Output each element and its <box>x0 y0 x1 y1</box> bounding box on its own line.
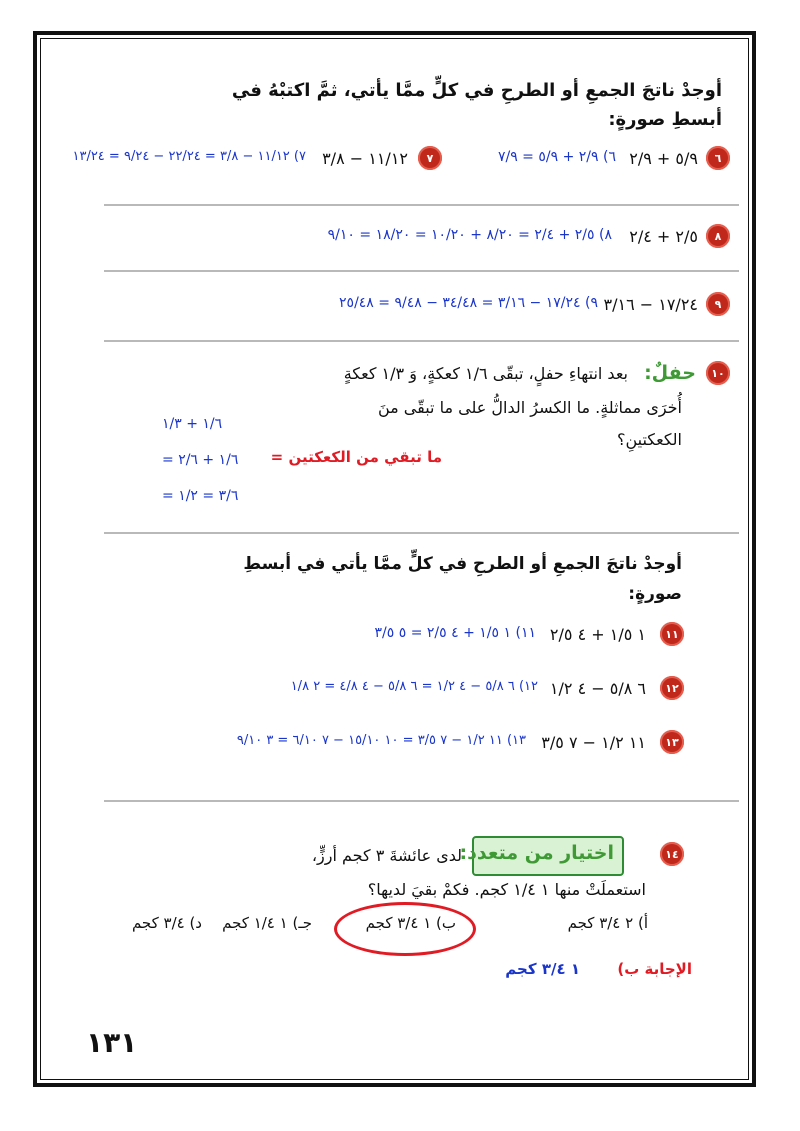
problem-10-badge: ١٠ <box>706 361 730 385</box>
divider <box>104 340 739 342</box>
problem-11-question: ١ ١/٥ + ٤ ٢/٥ <box>549 625 646 644</box>
choice-d[interactable]: د) ٣/٤ كجم <box>131 914 202 932</box>
instruction-2-line-2: صورةٍ: <box>628 584 682 604</box>
divider <box>104 532 739 534</box>
problem-14-line-2: استعملَتْ منها ١ ١/٤ كجم. فكمْ بقيَ لديها؟ <box>367 880 646 899</box>
instruction-1-line-2: أبسطِ صورةٍ: <box>608 109 722 130</box>
problem-10-work-3: = ٣/٦ = ١/٢ <box>162 488 239 504</box>
problem-9-question: ١٧/٢٤ − ٣/١٦ <box>603 295 698 314</box>
problem-6-badge: ٦ <box>706 146 730 170</box>
problem-14-badge: ١٤ <box>660 842 684 866</box>
problem-10-work-2: = ١/٦ + ٢/٦ <box>162 452 239 468</box>
problem-8-answer: ٨) ٢/٥ + ٢/٤ = ٨/٢٠ + ١٠/٢٠ = ١٨/٢٠ = ٩/١٠ <box>327 227 612 243</box>
problem-9-badge: ٩ <box>706 292 730 316</box>
choice-a[interactable]: أ) ٢ ٣/٤ كجم <box>567 914 648 932</box>
problem-7-badge: ٧ <box>418 146 442 170</box>
problem-6-answer: ٦) ٢/٩ + ٥/٩ = ٧/٩ <box>497 149 616 165</box>
problem-10-answer-label: ما تبقي من الكعكتين = <box>270 448 442 466</box>
divider <box>104 270 739 272</box>
problem-10-work-1: ١/٦ + ١/٣ <box>162 416 223 432</box>
divider <box>104 800 739 802</box>
problem-13-question: ١١ ١/٢ − ٧ ٣/٥ <box>541 733 646 752</box>
problem-14-answer-value: ١ ٣/٤ كجم <box>505 960 580 978</box>
choice-b[interactable]: ب) ١ ٣/٤ كجم <box>365 914 456 932</box>
instruction-2-line-1: أوجدْ ناتجَ الجمعِ أو الطرحِ في كلٍّ ممَّا يأتي في أبسطِ <box>243 554 682 574</box>
instruction-1-line-1: أوجدْ ناتجَ الجمعِ أو الطرحِ في كلٍّ ممَّا يأتي، ثمَّ اكتبْهُ في <box>231 80 722 101</box>
problem-7-question: ١١/١٢ − ٣/٨ <box>322 149 408 168</box>
problem-6-question: ٥/٩ + ٢/٩ <box>629 149 698 168</box>
problem-8-question: ٢/٥ + ٢/٤ <box>629 227 698 246</box>
problem-9-answer: ٩) ١٧/٢٤ − ٣/١٦ = ٣٤/٤٨ − ٩/٤٨ = ٢٥/٤٨ <box>339 295 598 311</box>
problem-12-question: ٦ ٥/٨ − ٤ ١/٢ <box>549 679 646 698</box>
divider <box>104 204 739 206</box>
problem-14-answer-label: الإجابة ب) <box>617 960 692 978</box>
page-number: ١٣١ <box>86 1026 138 1059</box>
problem-12-answer: ١٢) ٦ ٥/٨ − ٤ ١/٢ = ٦ ٥/٨ − ٤ ٤/٨ = ٢ ١/٨ <box>290 679 538 694</box>
problem-10-line-1: بعد انتهاءِ حفلٍ، تبقّى ١/٦ كعكةٍ، وَ ١/٣ كعكةٍ <box>343 364 628 383</box>
problem-14-line-1: لدى عائشةَ ٣ كجم أرزٍّ، <box>311 846 462 865</box>
problem-10-line-3: الكعكتينِ؟ <box>616 430 682 449</box>
problem-11-badge: ١١ <box>660 622 684 646</box>
problem-8-badge: ٨ <box>706 224 730 248</box>
choice-c[interactable]: جـ) ١ ١/٤ كجم <box>222 914 312 932</box>
problem-10-line-2: أُخرَى مماثلةٍ. ما الكسرُ الدالُّ على ما تبقّى منَ <box>377 398 682 417</box>
problem-12-badge: ١٢ <box>660 676 684 700</box>
problem-10-label: حفلٌ: <box>644 362 696 384</box>
problem-13-badge: ١٣ <box>660 730 684 754</box>
problem-11-answer: ١١) ١ ١/٥ + ٤ ٢/٥ = ٥ ٣/٥ <box>374 625 536 641</box>
problem-13-answer: ١٣) ١١ ١/٢ − ٧ ٣/٥ = ١٠ ١٥/١٠ − ٧ ٦/١٠ = ٣ ٩/١٠ <box>236 733 526 748</box>
multiple-choice-label: اختيار من متعدد: <box>459 842 614 864</box>
problem-7-answer: ٧) ١١/١٢ − ٣/٨ = ٢٢/٢٤ − ٩/٢٤ = ١٣/٢٤ <box>72 149 306 164</box>
